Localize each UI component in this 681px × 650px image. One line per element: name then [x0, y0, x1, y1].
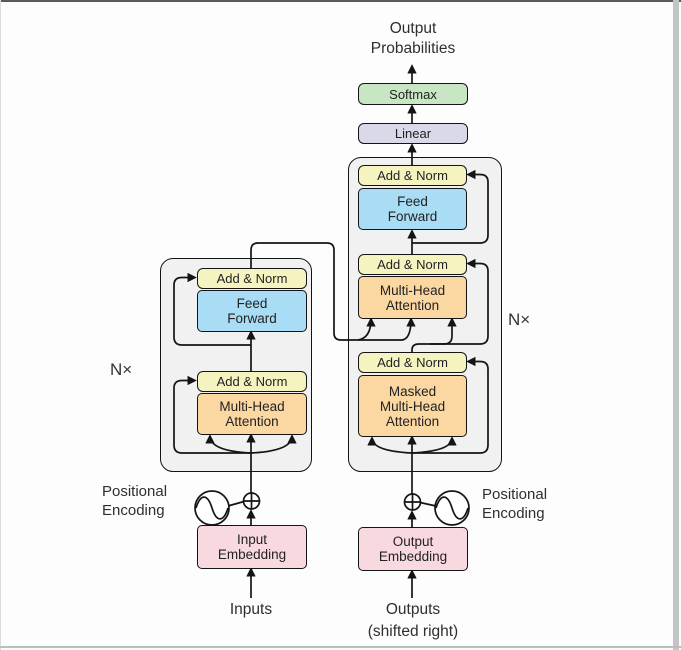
decoder-add-norm-bottom	[358, 352, 467, 373]
positional-encoding-label-right	[482, 485, 566, 523]
encoder-attn-line2: Attention	[225, 414, 279, 429]
decoder-cross-attention	[358, 276, 467, 319]
input-embedding-block	[197, 525, 307, 569]
decoder-add-norm-top-label: Add & Norm	[377, 168, 448, 183]
decoder-repeat-label: N×	[508, 310, 531, 329]
encoder-feed-forward	[197, 290, 307, 332]
encoder-add-norm-bottom-label: Add & Norm	[216, 374, 288, 389]
softmax-label: Softmax	[389, 86, 437, 102]
masked-attn-line1: Masked	[388, 383, 437, 399]
window-bottom-border	[0, 646, 681, 648]
window-left-border	[0, 0, 1, 650]
encoder-repeat-label: N×	[110, 360, 133, 379]
softmax-block	[358, 83, 468, 105]
output-embedding-block	[358, 527, 468, 571]
decoder-add-norm-mid-label: Add & Norm	[377, 257, 448, 272]
encoder-add-norm-top-label: Add & Norm	[216, 271, 288, 286]
masked-attn-line3: Attention	[385, 413, 440, 429]
output-probabilities-label	[333, 19, 493, 59]
outputs-shifted-right-label: (shifted right)	[367, 623, 459, 640]
add-icon-right	[405, 494, 421, 510]
linear-label: Linear	[394, 126, 432, 141]
outputs-label: Outputs	[385, 601, 441, 618]
decoder-add-norm-top	[358, 165, 467, 186]
encoder-add-norm-top	[197, 268, 307, 289]
decoder-ff-line2: Forward	[387, 209, 438, 224]
positional-encoding-label-left	[102, 482, 186, 520]
encoder-add-norm-bottom	[197, 371, 307, 392]
decoder-feed-forward	[358, 188, 467, 230]
inputs-label: Inputs	[229, 601, 273, 618]
positional-encoding-icon-right	[435, 491, 469, 525]
masked-attn-line2: Multi-Head	[379, 398, 446, 414]
positional-encoding-icon-left	[195, 491, 229, 525]
encoder-ff-line1: Feed	[236, 296, 268, 311]
pos-enc-left-line2: Encoding	[102, 502, 165, 519]
decoder-ff-line1: Feed	[397, 194, 428, 209]
pos-enc-right-line1: Positional	[482, 486, 548, 503]
decoder-add-norm-mid	[358, 254, 467, 275]
pos-enc-left-line1: Positional	[102, 483, 168, 500]
decoder-cross-attn-line1: Multi-Head	[379, 282, 446, 298]
decoder-add-norm-bottom-label: Add & Norm	[377, 355, 448, 370]
pos-enc-right-line2: Encoding	[482, 505, 545, 522]
scrollbar-strip	[673, 0, 679, 650]
encoder-ff-line2: Forward	[227, 311, 277, 326]
add-icon-left	[244, 493, 260, 509]
input-embedding-line1: Input	[236, 532, 268, 547]
connector-left-sine-to-add	[228, 502, 244, 507]
output-embedding-line1: Output	[392, 534, 434, 549]
encoder-self-attention	[197, 393, 307, 435]
encoder-attn-line1: Multi-Head	[219, 399, 285, 414]
output-probabilities-line2: Probabilities	[370, 40, 456, 57]
linear-block	[358, 123, 468, 144]
input-embedding-line2: Embedding	[217, 547, 287, 562]
output-probabilities-line1: Output	[389, 20, 437, 37]
decoder-masked-attention	[358, 375, 467, 437]
decoder-cross-attn-line2: Attention	[385, 297, 440, 313]
output-embedding-line2: Embedding	[378, 549, 448, 564]
connector-right-sine-to-add	[420, 503, 436, 507]
window-top-border	[0, 0, 681, 2]
